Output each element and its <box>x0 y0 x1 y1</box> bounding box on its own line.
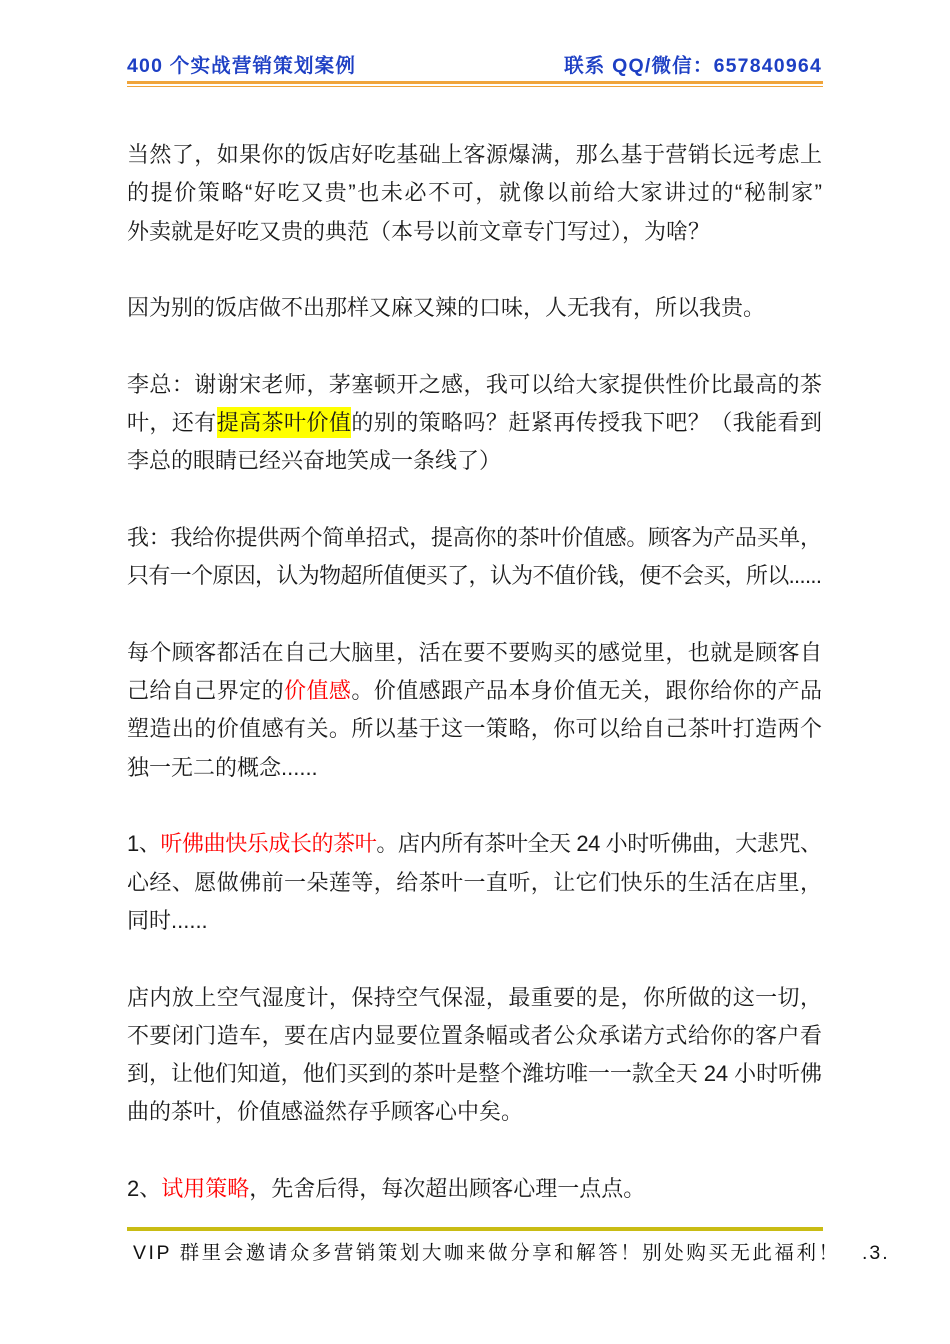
line-text: 当然了，如果你的饭店好吃基础上客源爆满，那么基于营销长远考虑上 <box>127 142 823 167</box>
page-footer <box>133 1240 903 1266</box>
line-text: 只有一个原因，认为物超所值便买了，认为不值价钱，便不会买，所以...... <box>127 563 822 589</box>
paragraph-7 <box>127 979 822 1132</box>
body-line <box>127 136 822 174</box>
line-text: 外卖就是好吃又贵的典范（本号以前文章专门写过），为啥？ <box>127 218 711 244</box>
paragraph-5 <box>127 634 822 787</box>
line-text: 到，让他们知道，他们买到的茶叶是整个潍坊唯一一款全天 24 小时听佛 <box>127 1061 822 1087</box>
body-line <box>127 289 822 327</box>
header-title: 400 个实战营销策划案例 <box>127 55 357 77</box>
emphasis-phrase: 听佛曲快乐成长的茶叶 <box>160 831 377 857</box>
header-rule <box>127 81 823 84</box>
body-line <box>127 557 822 595</box>
body-line <box>127 442 822 480</box>
text-segment: 的别的策略吗？赶紧再传授我下吧？（我能看到 <box>351 410 823 436</box>
text-segment: 叶，还有 <box>127 410 217 436</box>
highlighted-phrase: 提高茶叶价值 <box>217 407 352 438</box>
body-line <box>127 672 822 710</box>
text-segment: 己给自己界定的 <box>127 678 285 704</box>
paragraph-6 <box>127 825 822 940</box>
paragraph-3 <box>127 366 822 481</box>
list-number: 2、 <box>127 1176 162 1202</box>
line-text <box>127 1170 645 1208</box>
body-line <box>127 366 822 404</box>
line-text: 每个顾客都活在自己大脑里，活在要不要购买的感觉里，也就是顾客自 <box>127 639 823 665</box>
text-segment: 。店内所有茶叶全天 24 小时听佛曲，大悲咒、 <box>376 831 822 857</box>
header-contact: 联系 QQ/微信：657840964 <box>564 55 822 77</box>
body-line <box>127 749 822 787</box>
body-line <box>127 1170 822 1208</box>
body-line <box>127 404 822 442</box>
body-line <box>127 519 822 557</box>
line-text <box>127 825 822 863</box>
list-number: 1、 <box>127 831 161 857</box>
body-line <box>127 634 822 672</box>
line-text: 李总的眼睛已经兴奋地笑成一条线了） <box>127 448 502 474</box>
line-text <box>127 404 822 442</box>
line-text: 因为别的饭店做不出那样又麻又辣的口味，人无我有，所以我贵。 <box>127 295 766 321</box>
line-text: 心经、愿做佛前一朵莲等，给茶叶一直听，让它们快乐的生活在店里， <box>127 869 823 895</box>
line-text: 李总：谢谢宋老师，茅塞顿开之感，我可以给大家提供性价比最高的茶 <box>127 371 823 397</box>
text-segment: ，先舍后得，每次超出顾客心理一点点。 <box>249 1176 646 1202</box>
line-text: 我：我给你提供两个简单招式，提高你的茶叶价值感。顾客为产品买单， <box>127 524 822 550</box>
body-line <box>127 710 822 748</box>
footer-note-text: VIP 群里会邀请众多营销策划大咖来做分享和解答！别处购买无此福利！ <box>133 1242 841 1264</box>
body-line <box>127 213 822 251</box>
body-line <box>127 1093 822 1131</box>
paragraph-4 <box>127 519 822 596</box>
body-line <box>127 825 822 863</box>
document-body <box>127 136 822 1247</box>
body-line <box>127 979 822 1017</box>
text-segment: 。价值感跟产品本身价值无关，跟你给你的产品 <box>351 678 823 704</box>
line-text: 曲的茶叶，价值感溢然存乎顾客心中矣。 <box>127 1099 524 1125</box>
body-line <box>127 1017 822 1055</box>
page-header <box>127 54 822 78</box>
page-number: .3. <box>862 1242 890 1264</box>
header-rule-thin <box>127 86 823 87</box>
line-text: 店内放上空气湿度计，保持空气保湿，最重要的是，你所做的这一切， <box>127 984 823 1010</box>
body-line <box>127 1055 822 1093</box>
footer-note <box>133 1240 841 1266</box>
paragraph-8 <box>127 1170 822 1208</box>
line-text: 的提价策略“好吃又贵”也未必不可，就像以前给大家讲过的“秘制家” <box>127 180 824 206</box>
body-line <box>127 174 822 212</box>
body-line <box>127 864 822 902</box>
footer-rule <box>127 1227 823 1231</box>
paragraph-1 <box>127 136 822 251</box>
emphasis-phrase: 价值感 <box>284 678 352 704</box>
line-text: 不要闭门造车，要在店内显要位置条幅或者公众承诺方式给你的客户看 <box>127 1022 823 1048</box>
body-line <box>127 902 822 940</box>
line-text <box>127 672 822 710</box>
emphasis-phrase: 试用策略 <box>161 1176 250 1202</box>
line-text: 同时...... <box>127 907 208 933</box>
paragraph-2 <box>127 289 822 327</box>
line-text: 塑造出的价值感有关。所以基于这一策略，你可以给自己茶叶打造两个 <box>127 716 823 742</box>
line-text: 独一无二的概念...... <box>127 754 318 780</box>
